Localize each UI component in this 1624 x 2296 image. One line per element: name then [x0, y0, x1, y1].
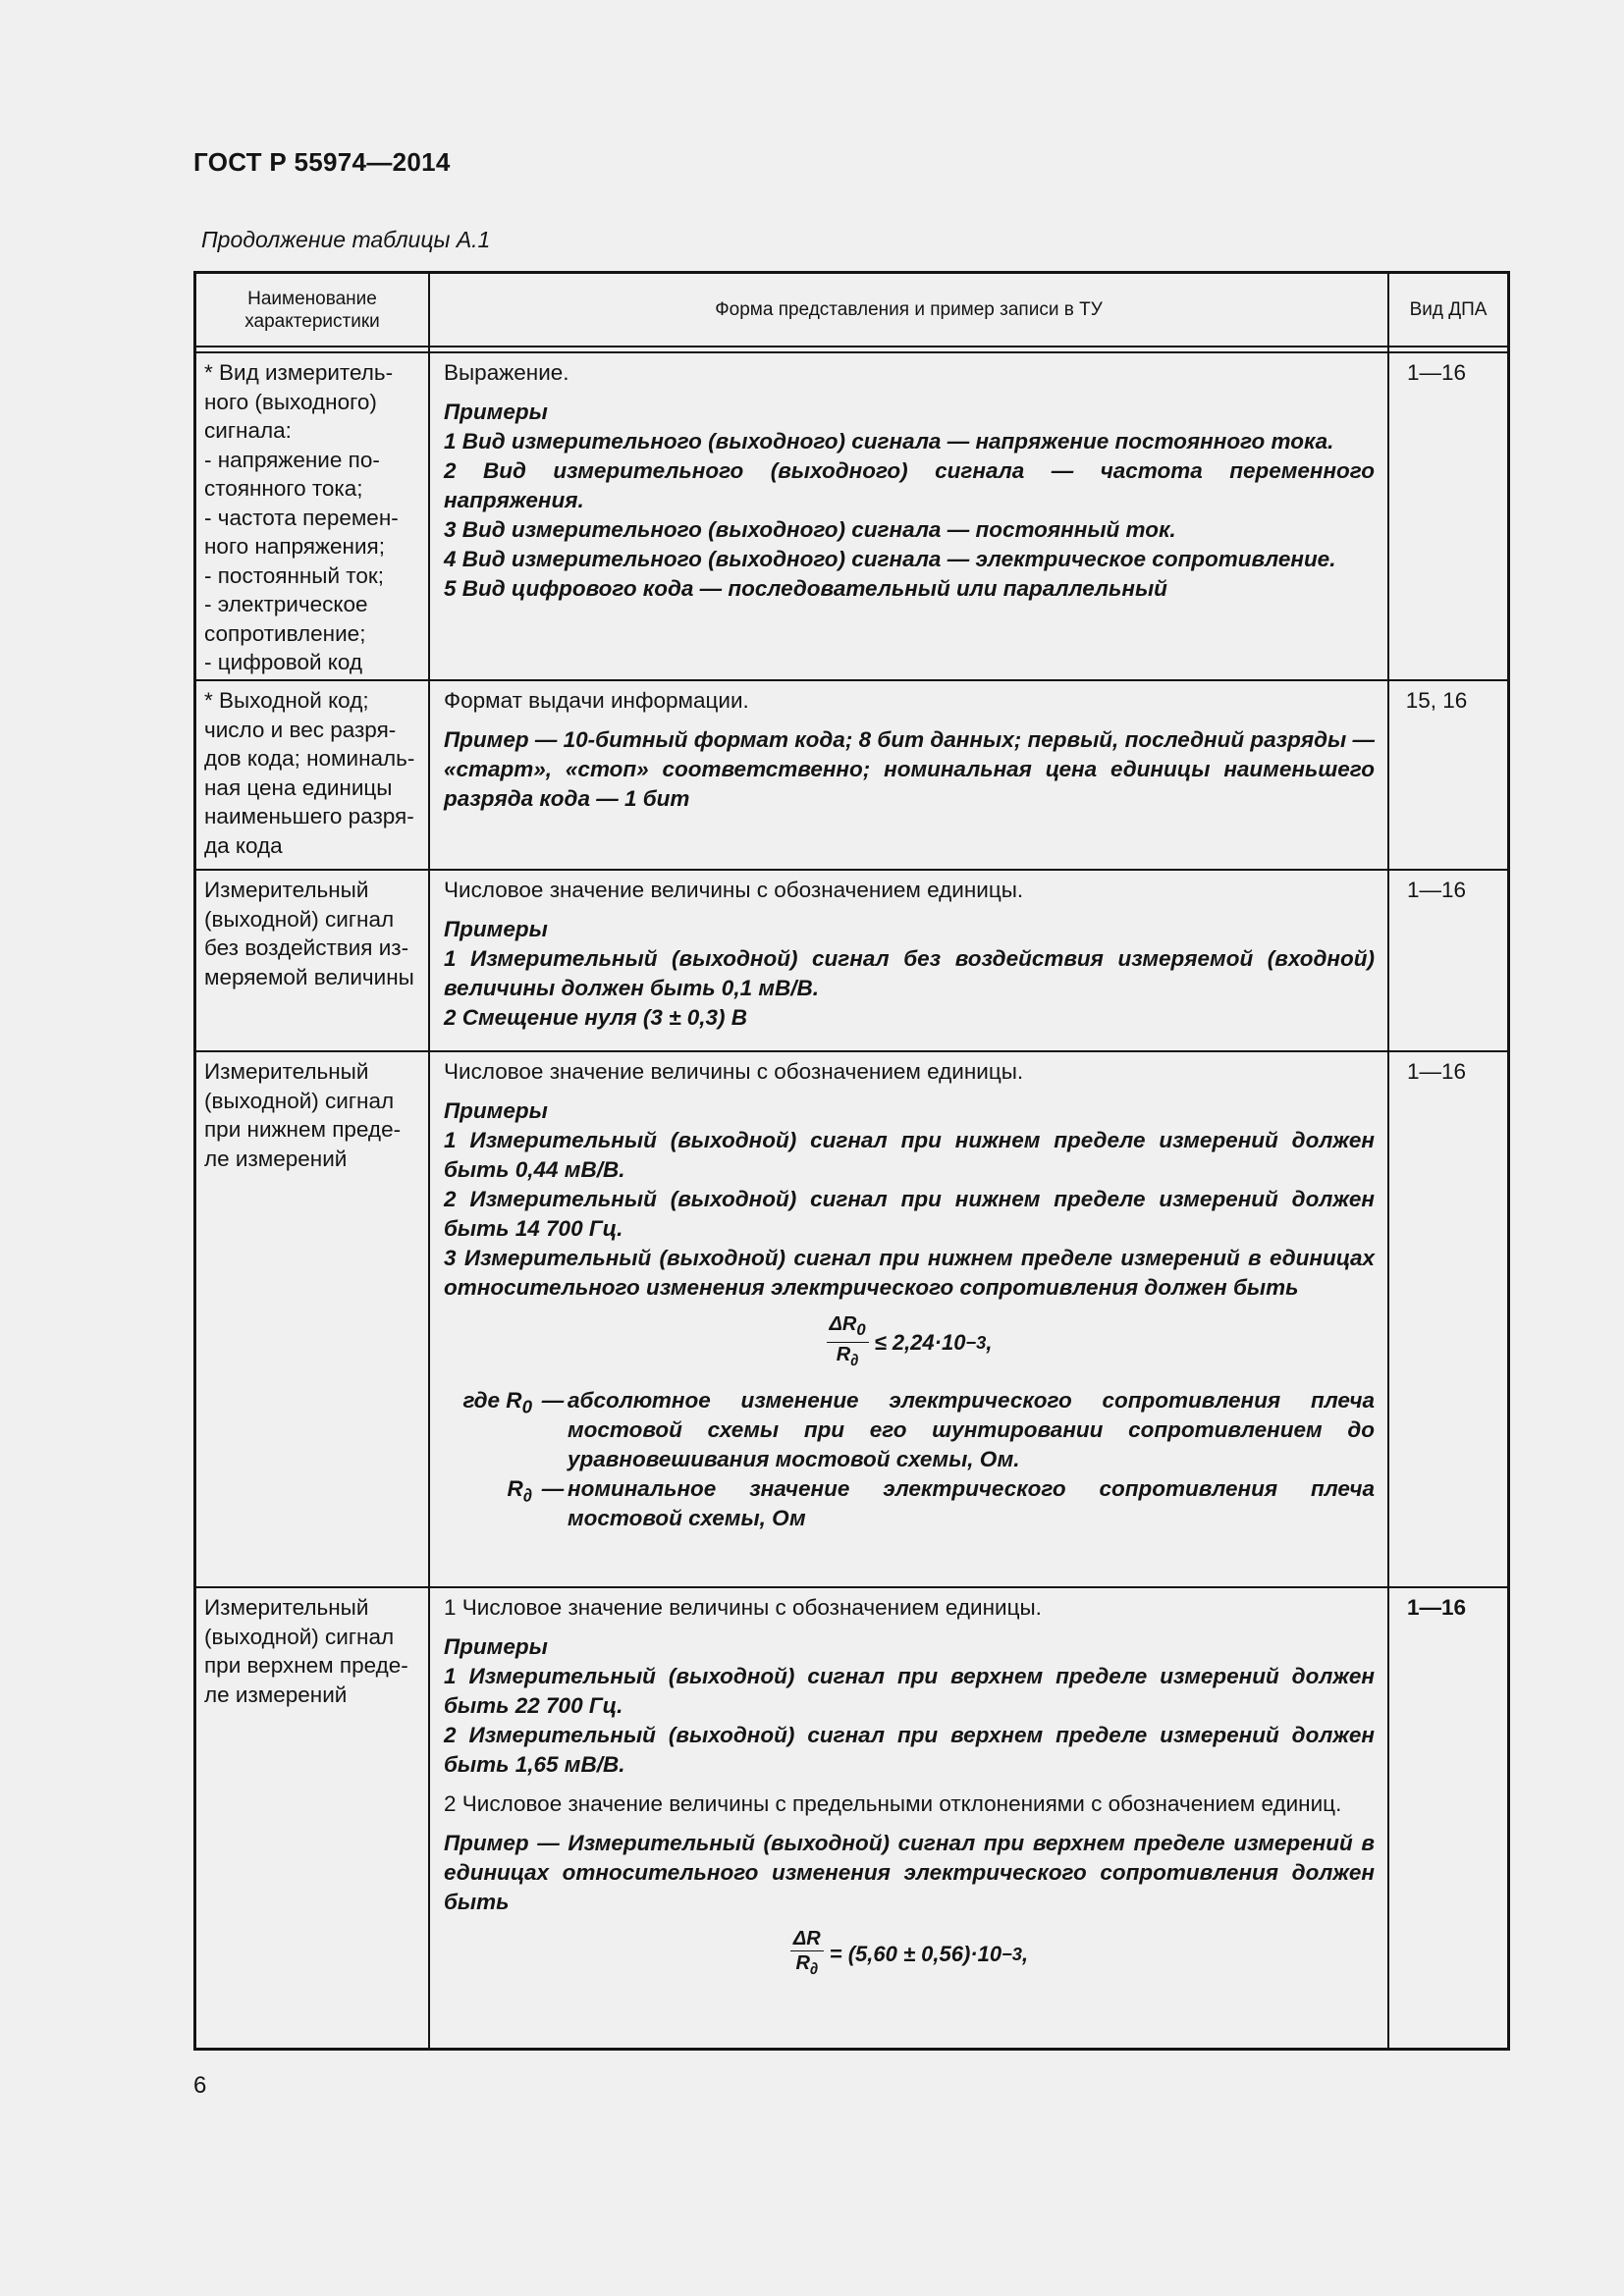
name-line: ная цена единицы — [204, 774, 393, 800]
form-intro-2: 2 Числовое значение величины с предельными отклонениями с обозначением единиц. — [444, 1791, 1342, 1816]
row-divider — [196, 869, 1507, 871]
formula-denominator-sub: ∂ — [850, 1351, 859, 1369]
formula — [444, 1312, 1375, 1372]
row-form-cell — [444, 1593, 1375, 1995]
name-line: Измерительный — [204, 878, 369, 902]
formula-numerator-sub: 0 — [856, 1320, 866, 1339]
name-line: Измерительный — [204, 1059, 369, 1084]
name-line: число и вес разря- — [204, 717, 397, 742]
name-line: * Вид измеритель- — [204, 360, 394, 385]
formula-denominator-sub: ∂ — [809, 1959, 819, 1978]
name-line: - напряжение по- — [204, 447, 380, 472]
where-dash: — — [541, 1476, 565, 1501]
form-intro: Выражение. — [444, 360, 569, 385]
row-form-cell — [444, 686, 1375, 814]
formula-fraction — [790, 1927, 824, 1981]
row-divider — [196, 679, 1507, 681]
row-dpa-cell: 1—16 — [1406, 1595, 1467, 1620]
formula-rest: = (5,60 ± 0,56)·10 — [829, 1941, 1002, 1966]
name-line: стоянного тока; — [204, 476, 363, 501]
example-item: 5 Вид цифрового кода — последовательный или параллельный — [444, 576, 1167, 601]
form-intro: Числовое значение величины с обозначением единицы. — [444, 1059, 1024, 1084]
row-form-cell — [444, 358, 1375, 604]
name-line: ного напряжения; — [204, 534, 385, 559]
examples-title: Примеры — [444, 917, 548, 941]
formula-exponent: −3 — [965, 1331, 987, 1353]
where-label: где R — [462, 1388, 522, 1413]
name-line: ле измерений — [204, 1146, 348, 1171]
form-intro: 1 Числовое значение величины с обозначением единицы. — [444, 1595, 1042, 1620]
formula — [444, 1927, 1375, 1981]
formula-tail: , — [986, 1329, 993, 1355]
formula-denominator: R — [795, 1952, 810, 1974]
name-line: без воздействия из- — [204, 935, 409, 960]
example-item: 1 Измерительный (выходной) сигнал при нижнем пределе измерений должен быть 0,44 мВ/В. — [444, 1128, 1375, 1182]
page-number: 6 — [193, 2072, 207, 2099]
formula-denominator: R — [836, 1344, 851, 1365]
name-line: при верхнем преде- — [204, 1653, 408, 1678]
formula-fraction — [827, 1312, 869, 1372]
row-name-cell — [204, 876, 426, 991]
name-line: меряемой величины — [204, 964, 414, 989]
name-line: сопротивление; — [204, 620, 366, 646]
name-line: Измерительный — [204, 1595, 369, 1620]
table-caption: Продолжение таблицы А.1 — [201, 227, 491, 252]
name-line: да кода — [204, 832, 283, 858]
row-divider — [196, 1586, 1507, 1588]
name-line: - цифровой код — [204, 650, 363, 674]
formula-exponent: −3 — [1001, 1943, 1022, 1964]
data-table — [193, 271, 1510, 2051]
name-line: (выходной) сигнал — [204, 906, 395, 932]
example-item: 1 Измерительный (выходной) сигнал без воздействия измеряемой (входной) величины должен быть 0,1 мВ/В. — [444, 946, 1375, 1000]
column-divider — [1387, 274, 1389, 2048]
name-line: сигнала: — [204, 418, 292, 443]
row-form-cell — [444, 876, 1375, 1033]
where-text: номинальное значение электрического сопротивления плеча мостовой схемы, Ом — [568, 1476, 1375, 1530]
example-item: 3 Измерительный (выходной) сигнал при нижнем пределе измерений в единицах относительного изменения электрического сопротивления должен быть — [444, 1246, 1375, 1300]
row-dpa-cell: 15, 16 — [1405, 688, 1468, 713]
row-divider — [196, 1050, 1507, 1052]
row-dpa-cell: 1—16 — [1406, 878, 1467, 902]
examples-title: Примеры — [444, 1098, 548, 1123]
examples-title: Примеры — [444, 400, 548, 424]
name-line: ного (выходного) — [204, 389, 377, 414]
where-label-sub: ∂ — [522, 1484, 532, 1506]
formula-rest: ≤ 2,24·10 — [874, 1329, 966, 1355]
example-item: 3 Вид измерительного (выходного) сигнала — постоянный ток. — [444, 517, 1176, 542]
example-text: Пример — Измерительный (выходной) сигнал при верхнем пределе измерений в единицах относительного изменения электрического сопротивления должен быть — [444, 1831, 1375, 1914]
example-item: 4 Вид измерительного (выходного) сигнала — электрическое сопротивление. — [444, 547, 1336, 571]
examples-title: Примеры — [444, 1634, 548, 1659]
example-item: 1 Измерительный (выходной) сигнал при верхнем пределе измерений должен быть 22 700 Гц. — [444, 1664, 1375, 1718]
row-name-cell — [204, 686, 426, 860]
where-label-sub: 0 — [521, 1396, 532, 1417]
where-text: абсолютное изменение электрического сопротивления плеча мостовой схемы при его шунтировании сопротивлением до уравновешивания мостовой схемы, Ом. — [568, 1388, 1375, 1471]
name-line: - частота перемен- — [204, 505, 399, 530]
row-dpa-cell: 1—16 — [1406, 360, 1467, 385]
form-intro: Числовое значение величины с обозначением единицы. — [444, 878, 1024, 902]
header-name: Наименование характеристики — [244, 288, 380, 332]
example-item: 1 Вид измерительного (выходного) сигнала — напряжение постоянного тока. — [444, 429, 1334, 454]
name-line: - электрическое — [204, 592, 368, 616]
example-item: 2 Смещение нуля (3 ± 0,3) В — [444, 1005, 747, 1030]
name-line: * Выходной код; — [204, 688, 369, 713]
header-divider — [196, 351, 1507, 353]
header-form: Форма представления и пример записи в ТУ — [715, 299, 1103, 320]
name-line: (выходной) сигнал — [204, 1624, 395, 1649]
name-line: при нижнем преде- — [204, 1117, 402, 1142]
where-dash: — — [541, 1388, 565, 1413]
name-line: дов кода; номиналь- — [204, 746, 415, 771]
name-line: ле измерений — [204, 1682, 348, 1707]
name-line: (выходной) сигнал — [204, 1088, 395, 1113]
header-dpa: Вид ДПА — [1409, 299, 1488, 320]
column-divider — [428, 274, 430, 2048]
row-dpa-cell: 1—16 — [1406, 1059, 1467, 1084]
document-standard-header: ГОСТ Р 55974—2014 — [193, 147, 451, 177]
where-definition — [444, 1386, 1375, 1474]
name-line: наименьшего разря- — [204, 804, 414, 828]
row-name-cell — [204, 358, 426, 677]
row-form-cell — [444, 1057, 1375, 1533]
name-line: - постоянный ток; — [204, 562, 384, 588]
where-label: R — [507, 1476, 523, 1501]
formula-numerator: ΔR — [792, 1928, 821, 1949]
form-intro: Формат выдачи информации. — [444, 688, 749, 713]
example-text: Пример — 10-битный формат кода; 8 бит данных; первый, последний разряды — «старт», «стоп» соответственно; номинальная цена единицы наименьшего разряда кода — 1 бит — [444, 727, 1375, 811]
example-item: 2 Вид измерительного (выходного) сигнала — частота переменного напряжения. — [444, 458, 1375, 512]
row-name-cell — [204, 1057, 426, 1173]
header-divider — [196, 346, 1507, 347]
example-item: 2 Измерительный (выходной) сигнал при верхнем пределе измерений должен быть 1,65 мВ/В. — [444, 1723, 1375, 1777]
example-item: 2 Измерительный (выходной) сигнал при нижнем пределе измерений должен быть 14 700 Гц. — [444, 1187, 1375, 1241]
formula-numerator: ΔR — [829, 1313, 857, 1335]
formula-tail: , — [1022, 1941, 1029, 1966]
row-name-cell — [204, 1593, 426, 1709]
where-definition — [444, 1474, 1375, 1533]
